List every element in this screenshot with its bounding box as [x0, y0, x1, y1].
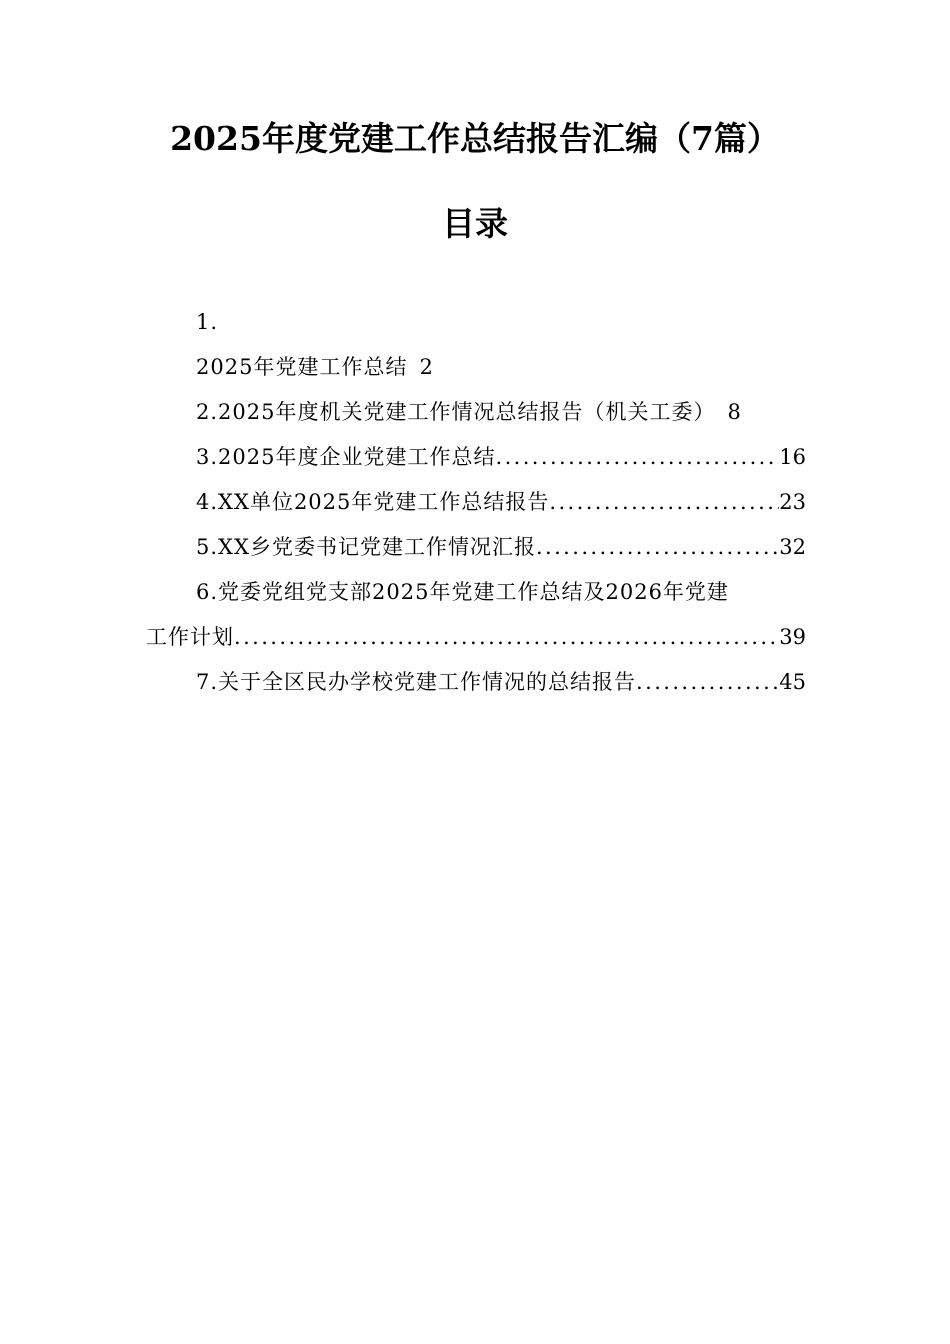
toc-dot-leader: [234, 615, 779, 660]
toc-entry-number: 3.: [196, 445, 219, 469]
toc-entry-7[interactable]: [146, 660, 806, 705]
toc-entry-page: 32: [779, 535, 806, 559]
toc-entry-number: 7.: [196, 670, 219, 694]
toc-dot-leader: [496, 435, 780, 480]
toc-entry-6-line-2[interactable]: [146, 615, 806, 660]
toc-entry-title: 关于全区民办学校党建工作情况的总结报告: [218, 670, 637, 694]
toc-entry-1[interactable]: [146, 345, 806, 390]
document-title: 2025年度党建工作总结报告汇编（7篇）: [170, 119, 780, 158]
toc-entry-page: 2: [419, 355, 433, 379]
toc-entry-title: 2025年度机关党建工作情况总结报告（机关工委）: [218, 400, 716, 424]
toc-dot-leader: [549, 480, 779, 525]
toc-entry-5[interactable]: [146, 525, 806, 570]
toc-entry-title: 党委党组党支部2025年党建工作总结及2026年党建: [218, 580, 729, 604]
toc-dot-leader: [636, 660, 779, 705]
toc-heading: 目录: [442, 204, 508, 243]
toc-entry-title: 2025年党建工作总结: [196, 355, 408, 379]
toc-entry-number: 1.: [196, 310, 219, 334]
toc-entry-title: XX乡党委书记党建工作情况汇报: [218, 535, 536, 559]
table-of-contents: [146, 300, 806, 705]
toc-entry-page: 16: [779, 445, 806, 469]
toc-entry-page: 23: [779, 490, 806, 514]
toc-entry-title: XX单位2025年党建工作总结报告: [218, 490, 550, 514]
toc-entry-page: 45: [779, 670, 806, 694]
toc-dot-leader: [536, 525, 779, 570]
toc-entry-number: 5.: [196, 535, 219, 559]
toc-entry-title-continued: 工作计划: [146, 625, 234, 649]
toc-entry-3[interactable]: [146, 435, 806, 480]
toc-entry-4[interactable]: [146, 480, 806, 525]
toc-entry-title: 2025年度企业党建工作总结: [218, 445, 496, 469]
toc-entry-2[interactable]: [146, 390, 806, 435]
toc-entry-number: 2.: [196, 400, 219, 424]
toc-entry-1-number-line[interactable]: [146, 300, 806, 345]
toc-entry-page: 8: [727, 400, 741, 424]
toc-entry-number: 6.: [196, 580, 219, 604]
toc-entry-page: 39: [779, 625, 806, 649]
toc-entry-6-line-1[interactable]: [146, 570, 806, 615]
toc-entry-number: 4.: [196, 490, 219, 514]
